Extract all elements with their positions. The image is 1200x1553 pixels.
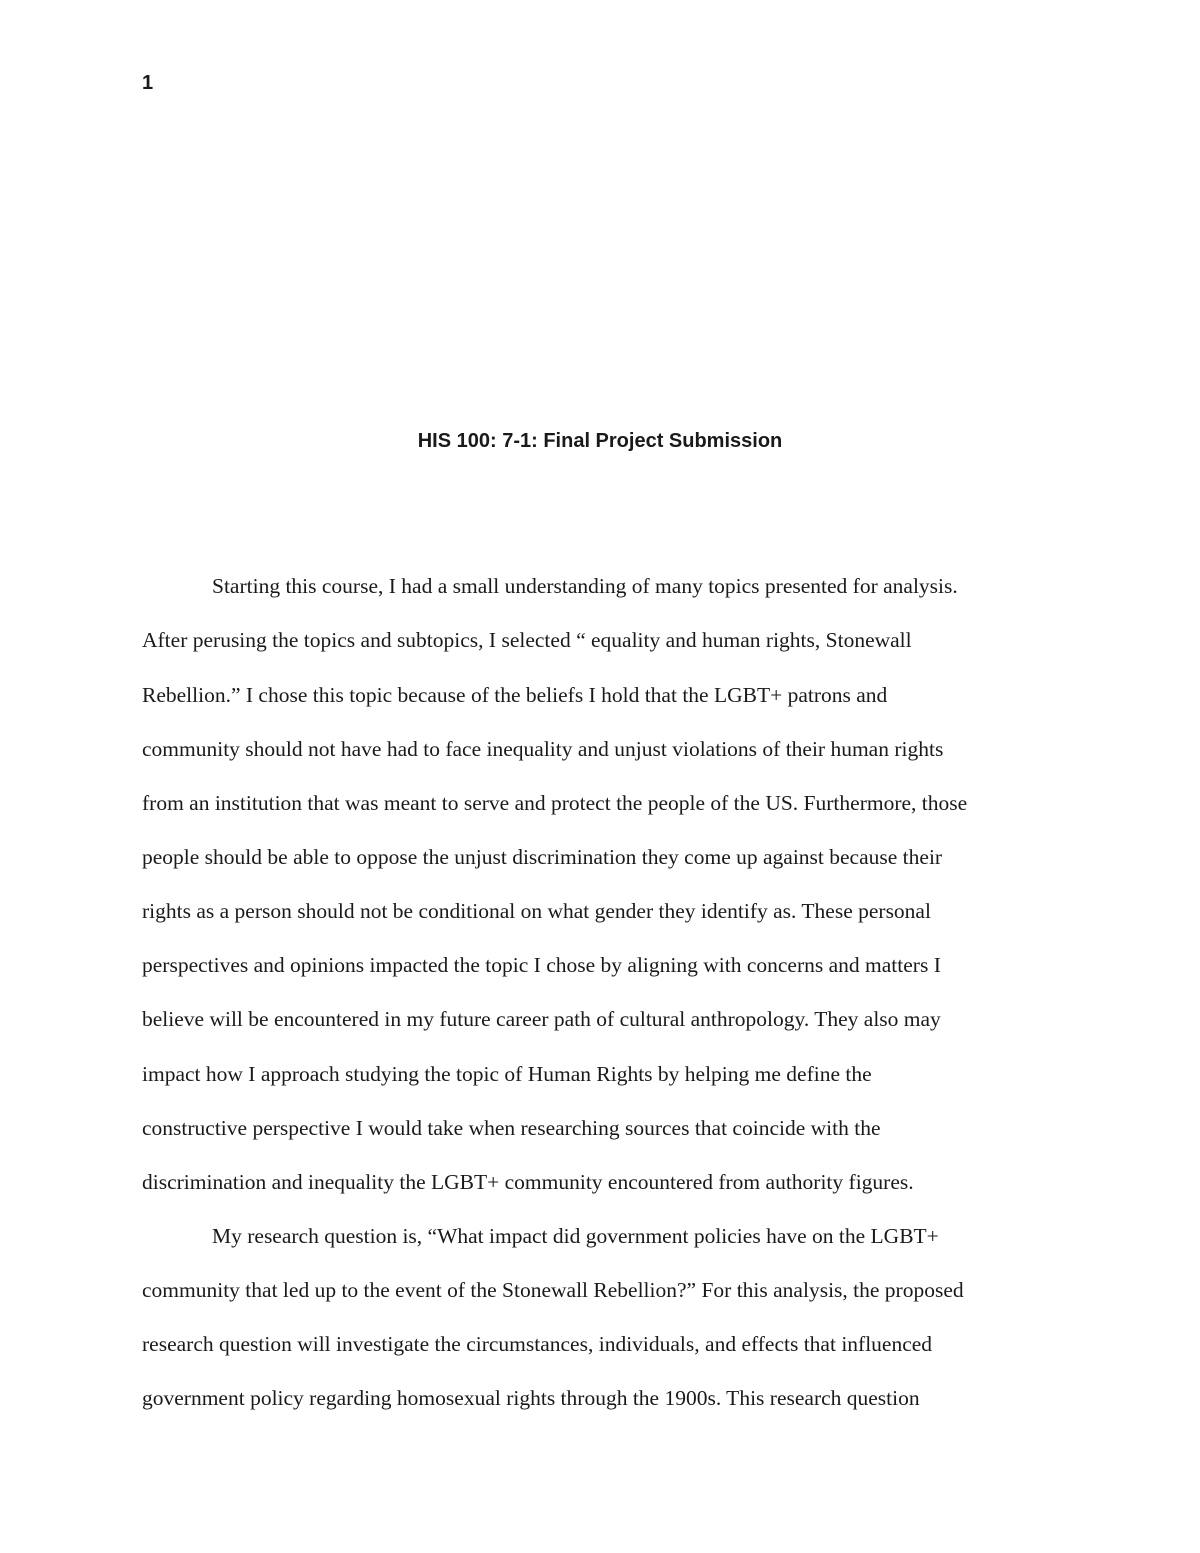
paragraph-1-line-4: community should not have had to face inequality and unjust violations of their human rights bbox=[142, 737, 944, 761]
page-number: 1 bbox=[142, 72, 154, 94]
paragraph-1-line-9: believe will be encountered in my future career path of cultural anthropology. They also may bbox=[142, 1007, 941, 1031]
paragraph-1-line-6: people should be able to oppose the unjust discrimination they come up against because their bbox=[142, 845, 943, 869]
paragraph-1-line-11: constructive perspective I would take when researching sources that coincide with the bbox=[142, 1116, 881, 1140]
paragraph-1-line-1: Starting this course, I had a small understanding of many topics presented for analysis. bbox=[212, 574, 958, 598]
paragraph-1-line-3: Rebellion.” I chose this topic because of the beliefs I hold that the LGBT+ patrons and bbox=[142, 683, 888, 707]
paragraph-2-line-3: research question will investigate the circumstances, individuals, and effects that influenced bbox=[142, 1332, 933, 1356]
paragraph-1-line-12: discrimination and inequality the LGBT+ community encountered from authority figures. bbox=[142, 1170, 914, 1194]
paragraph-1-line-10: impact how I approach studying the topic of Human Rights by helping me define the bbox=[142, 1062, 872, 1086]
paragraph-1-line-7: rights as a person should not be conditional on what gender they identify as. These personal bbox=[142, 899, 931, 923]
paragraph-1-line-8: perspectives and opinions impacted the topic I chose by aligning with concerns and matters I bbox=[142, 953, 941, 977]
paragraph-2-line-4: government policy regarding homosexual rights through the 1900s. This research question bbox=[142, 1386, 920, 1410]
paragraph-2-line-1: My research question is, “What impact did government policies have on the LGBT+ bbox=[212, 1224, 939, 1248]
paragraph-1-line-5: from an institution that was meant to serve and protect the people of the US. Furthermore, those bbox=[142, 791, 968, 815]
document-title: HIS 100: 7-1: Final Project Submission bbox=[417, 430, 783, 452]
paragraph-1-line-2: After perusing the topics and subtopics, I selected “ equality and human rights, Stonewall bbox=[142, 628, 912, 652]
paragraph-2-line-2: community that led up to the event of the Stonewall Rebellion?” For this analysis, the proposed bbox=[142, 1278, 964, 1302]
